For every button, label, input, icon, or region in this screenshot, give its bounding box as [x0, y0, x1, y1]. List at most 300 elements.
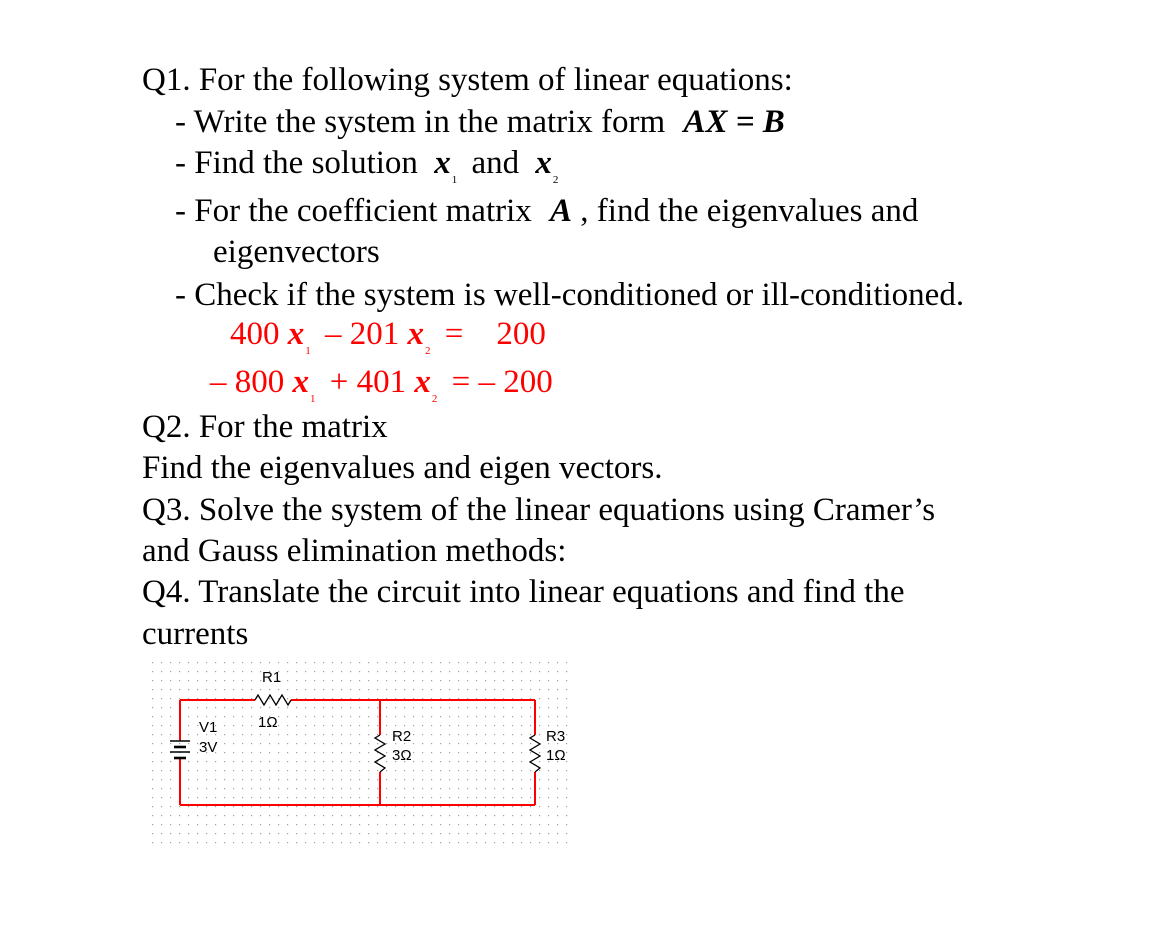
grid-dot — [386, 770, 387, 771]
grid-dot — [458, 680, 459, 681]
grid-dot — [377, 743, 378, 744]
grid-dot — [530, 752, 531, 753]
grid-dot — [332, 689, 333, 690]
grid-dot — [512, 716, 513, 717]
grid-dot — [431, 707, 432, 708]
grid-dot — [431, 716, 432, 717]
grid-dot — [503, 689, 504, 690]
grid-dot — [548, 680, 549, 681]
grid-dot — [314, 662, 315, 663]
grid-dot — [170, 698, 171, 699]
grid-dot — [287, 752, 288, 753]
grid-dot — [494, 779, 495, 780]
grid-dot — [566, 752, 567, 753]
grid-dot — [548, 725, 549, 726]
grid-dot — [179, 815, 180, 816]
grid-dot — [152, 752, 153, 753]
grid-dot — [242, 716, 243, 717]
grid-dot — [368, 761, 369, 762]
grid-dot — [314, 806, 315, 807]
q2-line2: Find the eigenvalues and eigen vectors. — [142, 450, 663, 486]
grid-dot — [251, 833, 252, 834]
grid-dot — [386, 824, 387, 825]
grid-dot — [476, 743, 477, 744]
grid-dot — [566, 725, 567, 726]
grid-dot — [458, 689, 459, 690]
grid-dot — [467, 824, 468, 825]
grid-dot — [368, 716, 369, 717]
grid-dot — [386, 680, 387, 681]
grid-dot — [386, 779, 387, 780]
grid-dot — [404, 770, 405, 771]
grid-dot — [350, 725, 351, 726]
grid-dot — [467, 716, 468, 717]
grid-dot — [557, 779, 558, 780]
grid-dot — [566, 734, 567, 735]
grid-dot — [224, 761, 225, 762]
grid-dot — [467, 833, 468, 834]
grid-dot — [548, 716, 549, 717]
grid-dot — [404, 725, 405, 726]
grid-dot — [422, 806, 423, 807]
grid-dot — [431, 662, 432, 663]
grid-dot — [377, 707, 378, 708]
grid-dot — [314, 815, 315, 816]
grid-dot — [224, 842, 225, 843]
grid-dot — [350, 752, 351, 753]
grid-dot — [476, 833, 477, 834]
grid-dot — [368, 734, 369, 735]
grid-dot — [278, 662, 279, 663]
grid-dot — [341, 707, 342, 708]
grid-dot — [395, 806, 396, 807]
grid-dot — [251, 707, 252, 708]
grid-dot — [197, 797, 198, 798]
grid-dot — [305, 806, 306, 807]
q2-line1: Q2. For the matrix — [142, 409, 388, 445]
grid-dot — [341, 743, 342, 744]
grid-dot — [503, 779, 504, 780]
r2-resistor-symbol — [375, 735, 385, 772]
grid-dot — [242, 779, 243, 780]
grid-dot — [548, 824, 549, 825]
grid-dot — [548, 779, 549, 780]
grid-dot — [161, 707, 162, 708]
grid-dot — [314, 689, 315, 690]
grid-dot — [161, 743, 162, 744]
grid-dot — [485, 707, 486, 708]
grid-dot — [485, 833, 486, 834]
grid-dot — [305, 671, 306, 672]
grid-dot — [287, 689, 288, 690]
grid-dot — [269, 833, 270, 834]
grid-dot — [404, 671, 405, 672]
grid-dot — [332, 788, 333, 789]
grid-dot — [314, 671, 315, 672]
grid-dot — [224, 734, 225, 735]
grid-dot — [404, 797, 405, 798]
grid-dot — [233, 689, 234, 690]
grid-dot — [566, 833, 567, 834]
grid-dot — [152, 743, 153, 744]
grid-dot — [521, 761, 522, 762]
grid-dot — [188, 761, 189, 762]
grid-dot — [332, 707, 333, 708]
grid-dot — [467, 788, 468, 789]
grid-dot — [422, 815, 423, 816]
grid-dot — [188, 833, 189, 834]
grid-dot — [287, 788, 288, 789]
grid-dot — [548, 833, 549, 834]
grid-dot — [323, 743, 324, 744]
grid-dot — [242, 806, 243, 807]
grid-dot — [539, 761, 540, 762]
grid-dot — [260, 761, 261, 762]
grid-dot — [242, 788, 243, 789]
grid-dot — [386, 752, 387, 753]
grid-dot — [296, 770, 297, 771]
grid-dot — [431, 806, 432, 807]
grid-dot — [224, 689, 225, 690]
grid-dot — [530, 833, 531, 834]
grid-dot — [188, 824, 189, 825]
q4-line1: Q4. Translate the circuit into linear equations and find the — [142, 574, 905, 610]
r2-name-label: R2 — [392, 728, 412, 745]
grid-dot — [485, 680, 486, 681]
grid-dot — [539, 842, 540, 843]
grid-dot — [305, 815, 306, 816]
grid-dot — [260, 743, 261, 744]
grid-dot — [476, 680, 477, 681]
grid-dot — [530, 662, 531, 663]
grid-dot — [287, 815, 288, 816]
grid-dot — [296, 797, 297, 798]
grid-dot — [323, 761, 324, 762]
grid-dot — [368, 689, 369, 690]
grid-dot — [170, 734, 171, 735]
grid-dot — [395, 662, 396, 663]
grid-dot — [521, 788, 522, 789]
grid-dot — [287, 707, 288, 708]
grid-dot — [431, 815, 432, 816]
grid-dot — [206, 671, 207, 672]
grid-dot — [269, 788, 270, 789]
grid-dot — [269, 734, 270, 735]
grid-dot — [278, 788, 279, 789]
grid-dot — [197, 770, 198, 771]
grid-dot — [548, 797, 549, 798]
grid-dot — [242, 842, 243, 843]
grid-dot — [458, 761, 459, 762]
grid-dot — [395, 788, 396, 789]
grid-dot — [539, 680, 540, 681]
grid-dot — [404, 806, 405, 807]
grid-dot — [341, 761, 342, 762]
grid-dot — [323, 806, 324, 807]
grid-dot — [161, 779, 162, 780]
grid-dot — [440, 716, 441, 717]
grid-dot — [413, 761, 414, 762]
grid-dot — [350, 770, 351, 771]
grid-dot — [377, 770, 378, 771]
grid-dot — [170, 761, 171, 762]
grid-dot — [386, 833, 387, 834]
grid-dot — [485, 797, 486, 798]
grid-dot — [287, 680, 288, 681]
grid-dot — [395, 671, 396, 672]
grid-dot — [440, 815, 441, 816]
grid-dot — [323, 833, 324, 834]
grid-dot — [539, 752, 540, 753]
grid-dot — [413, 842, 414, 843]
grid-dot — [332, 725, 333, 726]
grid-dot — [485, 662, 486, 663]
grid-dot — [386, 689, 387, 690]
q1-bullet1-math: AX = B — [683, 104, 785, 140]
grid-dot — [260, 662, 261, 663]
grid-dot — [215, 797, 216, 798]
grid-dot — [359, 779, 360, 780]
grid-dot — [260, 797, 261, 798]
grid-dot — [458, 833, 459, 834]
grid-dot — [152, 797, 153, 798]
grid-dot — [449, 833, 450, 834]
grid-dot — [350, 761, 351, 762]
grid-dot — [512, 734, 513, 735]
grid-dot — [287, 770, 288, 771]
q1-bullet3-tail: , find the eigenvalues and — [580, 193, 919, 229]
grid-dot — [305, 797, 306, 798]
grid-dot — [287, 842, 288, 843]
grid-dot — [395, 815, 396, 816]
grid-dot — [512, 707, 513, 708]
q4-line2: currents — [142, 616, 249, 652]
grid-dot — [152, 761, 153, 762]
grid-dot — [557, 689, 558, 690]
grid-dot — [566, 815, 567, 816]
eq1-x2: x — [407, 316, 424, 352]
grid-dot — [332, 824, 333, 825]
grid-dot — [359, 770, 360, 771]
grid-dot — [449, 842, 450, 843]
grid-dot — [287, 824, 288, 825]
grid-dot — [476, 725, 477, 726]
grid-dot — [494, 788, 495, 789]
grid-dot — [170, 662, 171, 663]
grid-dot — [368, 842, 369, 843]
grid-dot — [449, 671, 450, 672]
grid-dot — [413, 662, 414, 663]
grid-dot — [152, 662, 153, 663]
grid-dot — [305, 824, 306, 825]
grid-dot — [206, 662, 207, 663]
grid-dot — [224, 824, 225, 825]
grid-dot — [188, 743, 189, 744]
eq1-x1: x — [287, 316, 305, 352]
grid-dot — [350, 743, 351, 744]
grid-dot — [188, 788, 189, 789]
grid-dot — [503, 788, 504, 789]
grid-dot — [422, 779, 423, 780]
grid-dot — [206, 779, 207, 780]
eq2-x2: x — [414, 364, 431, 400]
grid-dot — [494, 770, 495, 771]
grid-dot — [530, 707, 531, 708]
eq2-rhs: = – 200 — [451, 364, 553, 400]
grid-dot — [170, 707, 171, 708]
grid-dot — [305, 833, 306, 834]
grid-dot — [197, 707, 198, 708]
grid-dot — [512, 770, 513, 771]
grid-dot — [161, 788, 162, 789]
grid-dot — [359, 734, 360, 735]
grid-dot — [377, 788, 378, 789]
grid-dot — [242, 662, 243, 663]
grid-dot — [287, 662, 288, 663]
grid-dot — [251, 824, 252, 825]
grid-dot — [215, 806, 216, 807]
grid-dot — [215, 671, 216, 672]
grid-dot — [314, 842, 315, 843]
r1-resistor-symbol — [255, 695, 291, 705]
grid-dot — [287, 743, 288, 744]
grid-dot — [377, 689, 378, 690]
grid-dot — [359, 833, 360, 834]
grid-dot — [332, 815, 333, 816]
grid-dot — [341, 689, 342, 690]
grid-dot — [368, 671, 369, 672]
grid-dot — [413, 734, 414, 735]
grid-dot — [242, 797, 243, 798]
grid-dot — [476, 806, 477, 807]
grid-dot — [476, 797, 477, 798]
grid-dot — [260, 806, 261, 807]
grid-dot — [278, 707, 279, 708]
grid-dot — [215, 842, 216, 843]
grid-dot — [377, 725, 378, 726]
grid-dot — [512, 662, 513, 663]
grid-dot — [242, 680, 243, 681]
grid-dot — [233, 788, 234, 789]
grid-dot — [251, 662, 252, 663]
grid-dot — [242, 707, 243, 708]
grid-dot — [305, 788, 306, 789]
grid-dot — [386, 806, 387, 807]
grid-dot — [431, 671, 432, 672]
grid-dot — [530, 734, 531, 735]
grid-dot — [314, 752, 315, 753]
grid-dot — [350, 671, 351, 672]
grid-dot — [305, 743, 306, 744]
grid-dot — [404, 788, 405, 789]
grid-dot — [251, 797, 252, 798]
grid-dot — [179, 662, 180, 663]
q1-bullet-condition: - Check if the system is well-conditioned or ill-conditioned. — [175, 277, 965, 313]
grid-dot — [251, 680, 252, 681]
grid-dot — [395, 689, 396, 690]
grid-dot — [368, 680, 369, 681]
grid-dot — [305, 770, 306, 771]
grid-dot — [440, 734, 441, 735]
grid-dot — [476, 707, 477, 708]
grid-dot — [224, 662, 225, 663]
grid-dot — [314, 797, 315, 798]
grid-dot — [467, 734, 468, 735]
grid-dot — [296, 779, 297, 780]
grid-dot — [215, 815, 216, 816]
grid-dot — [449, 662, 450, 663]
grid-dot — [503, 707, 504, 708]
grid-dot — [278, 806, 279, 807]
grid-dot — [503, 761, 504, 762]
grid-dot — [152, 671, 153, 672]
grid-dot — [377, 734, 378, 735]
grid-dot — [170, 725, 171, 726]
grid-dot — [188, 716, 189, 717]
grid-dot — [440, 671, 441, 672]
grid-dot — [341, 842, 342, 843]
grid-dot — [494, 752, 495, 753]
grid-dot — [215, 662, 216, 663]
grid-dot — [224, 743, 225, 744]
grid-dot — [413, 707, 414, 708]
grid-dot — [485, 779, 486, 780]
grid-dot — [368, 779, 369, 780]
grid-dot — [359, 725, 360, 726]
grid-dot — [305, 779, 306, 780]
grid-dot — [269, 806, 270, 807]
grid-dot — [449, 734, 450, 735]
grid-dot — [512, 761, 513, 762]
grid-dot — [332, 752, 333, 753]
grid-dot — [323, 716, 324, 717]
grid-dot — [377, 815, 378, 816]
grid-dot — [251, 806, 252, 807]
grid-dot — [323, 842, 324, 843]
grid-dot — [377, 842, 378, 843]
grid-dot — [242, 734, 243, 735]
grid-dot — [233, 770, 234, 771]
grid-dot — [386, 842, 387, 843]
grid-dot — [260, 788, 261, 789]
grid-dot — [233, 761, 234, 762]
grid-dot — [566, 743, 567, 744]
grid-dot — [431, 752, 432, 753]
grid-dot — [278, 833, 279, 834]
grid-dot — [152, 815, 153, 816]
grid-dot — [476, 716, 477, 717]
grid-dot — [377, 716, 378, 717]
grid-dot — [161, 725, 162, 726]
grid-dot — [566, 761, 567, 762]
grid-dot — [161, 680, 162, 681]
grid-dot — [314, 707, 315, 708]
grid-dot — [233, 671, 234, 672]
grid-dot — [395, 707, 396, 708]
grid-dot — [458, 788, 459, 789]
grid-dot — [566, 671, 567, 672]
eq1-term2: – 201 — [325, 316, 400, 352]
grid-dot — [206, 842, 207, 843]
grid-dot — [188, 725, 189, 726]
grid-dot — [512, 797, 513, 798]
grid-dot — [305, 716, 306, 717]
grid-dot — [242, 761, 243, 762]
grid-dot — [341, 725, 342, 726]
grid-dot — [368, 770, 369, 771]
grid-dot — [458, 806, 459, 807]
grid-dot — [278, 689, 279, 690]
